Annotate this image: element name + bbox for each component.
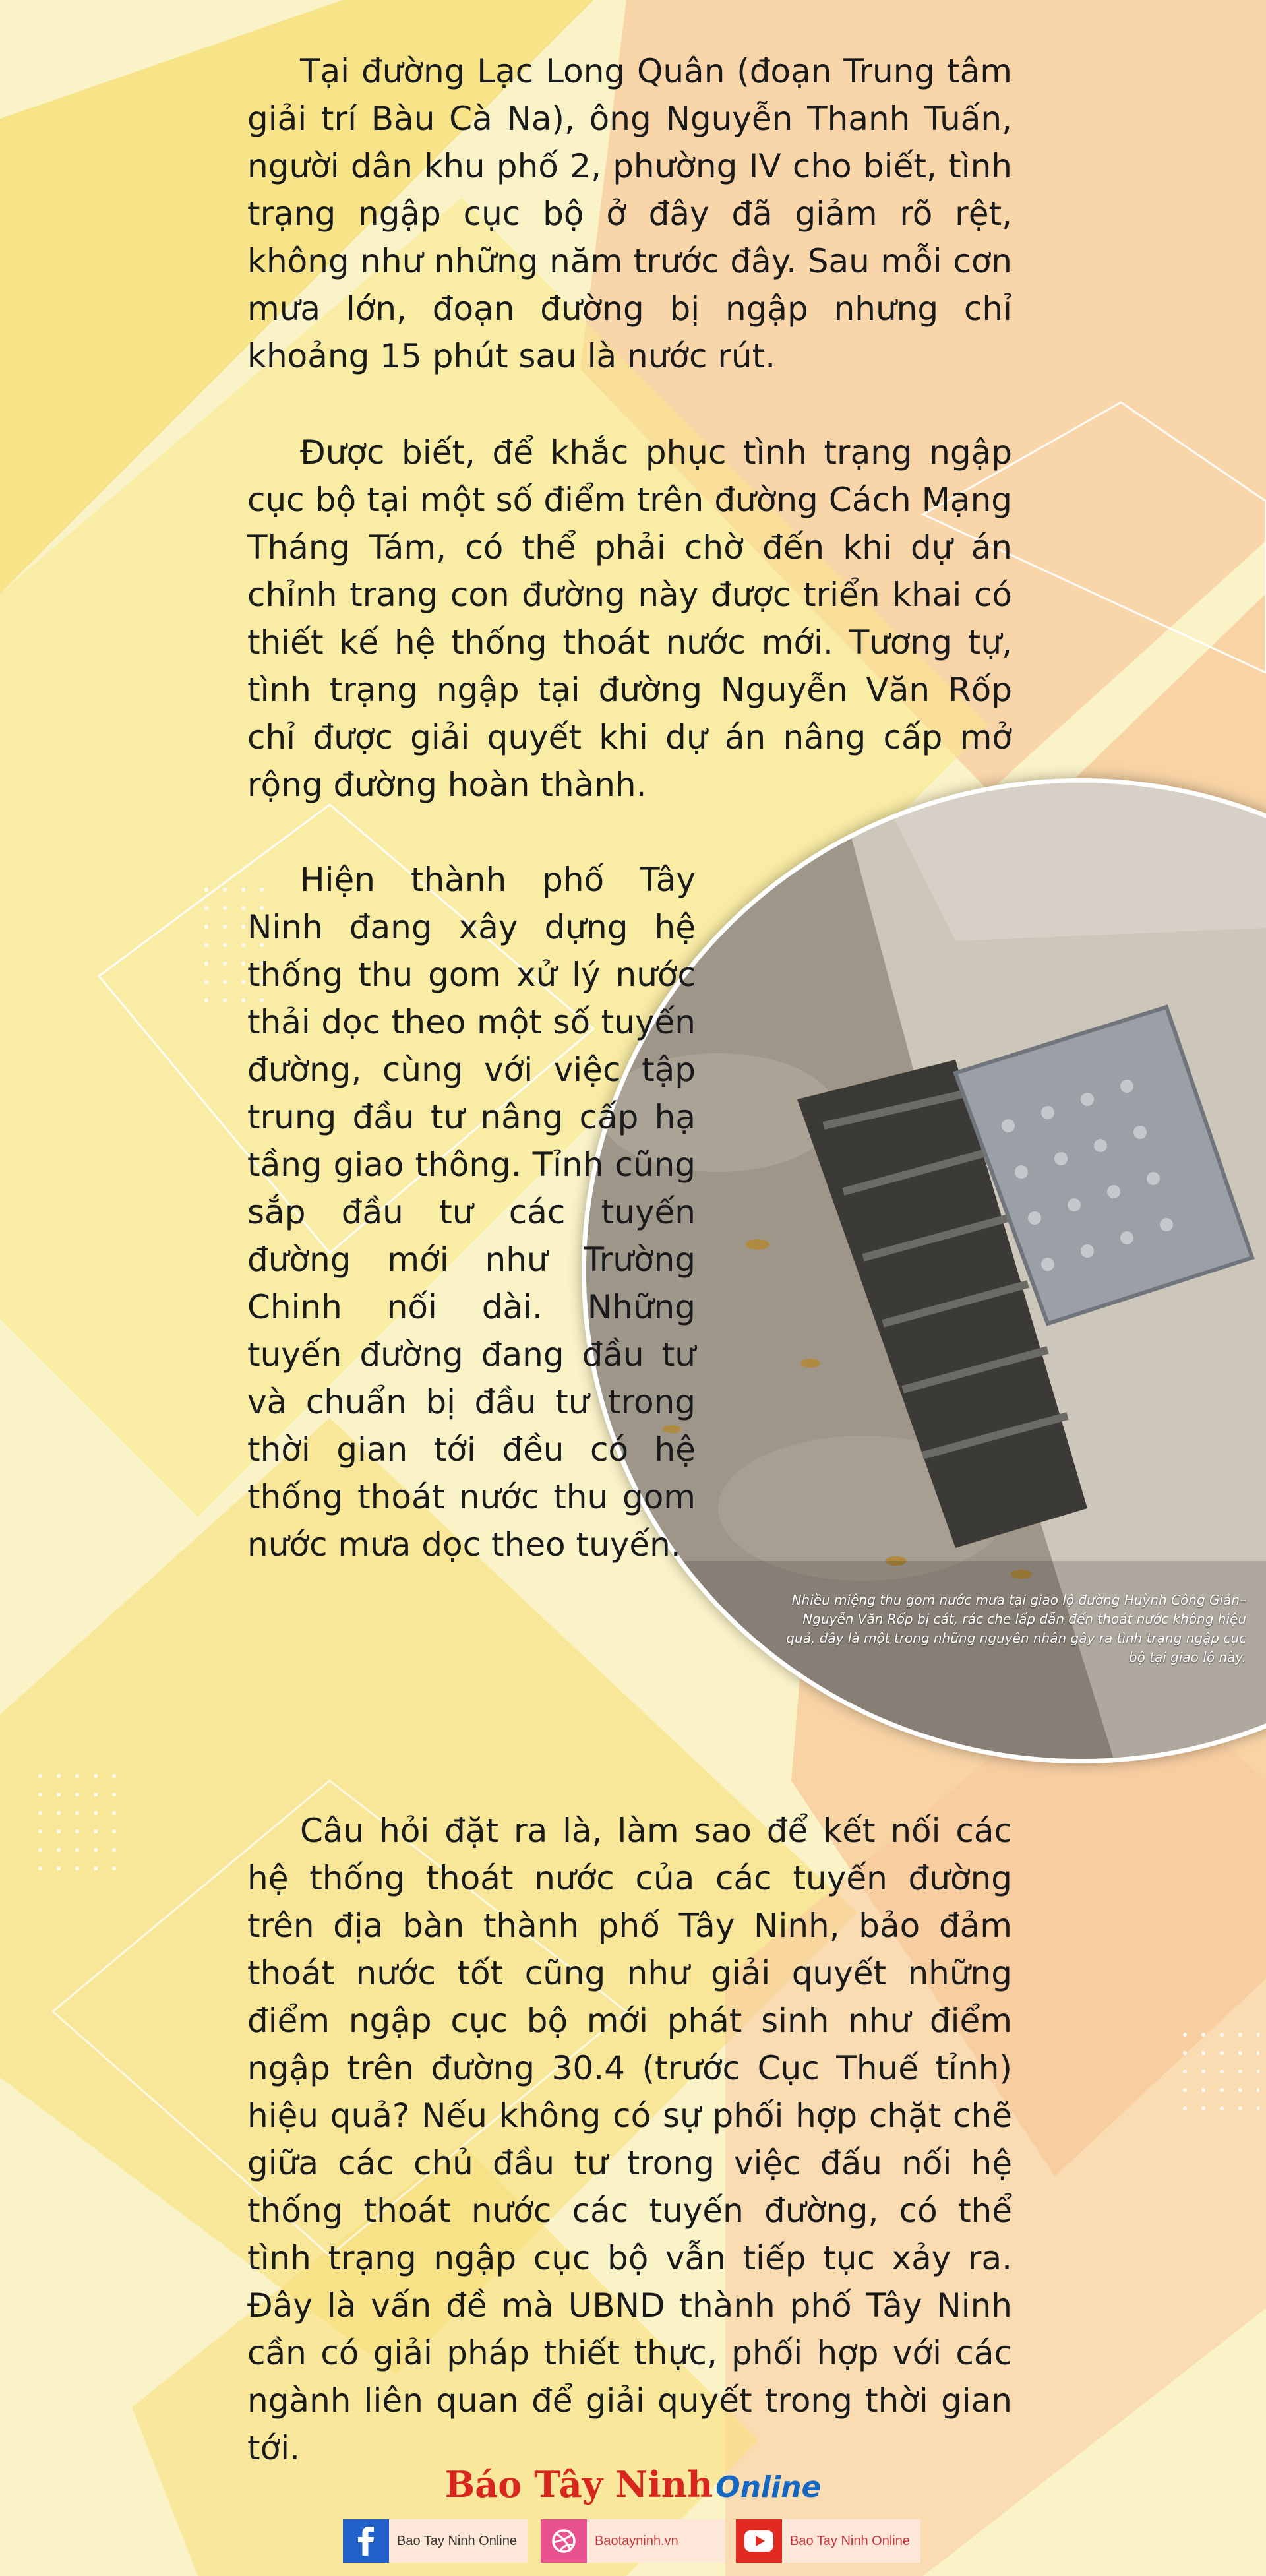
social-website-link[interactable]	[541, 2519, 725, 2563]
bg-dots-2	[26, 1767, 125, 1880]
social-facebook-link[interactable]	[343, 2519, 528, 2563]
brand-name: Báo Tây Ninh	[444, 2463, 713, 2505]
article-paragraph-2: Được biết, để khắc phục tình trạng ngập cục bộ tại một số điểm trên đường Cách Mạng Tháng Tám, có thể phải chờ đến khi dự án chỉnh trang con đường này được triển khai có thiết kế hệ thống thoát nước mới. Tương tự, tình trạng ngập tại đường Nguyễn Văn Rốp chỉ được giải quyết khi dự án nâng cấp mở rộng đường hoàn thành.	[247, 433, 1012, 804]
photo-caption: Nhiều miệng thu gom nước mưa tại giao lộ đường Huỳnh Công Giản–Nguyễn Văn Rốp bị cát, rác che lấp dẫn đến thoát nước không hiệu quả, đây là một trong những nguyên nhân gây ra tình trạng ngập cục bộ tại giao lộ này.	[786, 1592, 1246, 1665]
footer	[0, 2460, 1266, 2576]
social-youtube-link[interactable]	[736, 2519, 920, 2563]
social-facebook-label: Bao Tay Ninh Online	[397, 2533, 517, 2548]
article-paragraph-4: Câu hỏi đặt ra là, làm sao để kết nối các hệ thống thoát nước của các tuyến đường trên địa bàn thành phố Tây Ninh, bảo đảm thoát nước tốt cũng như giải quyết những điểm ngập cục bộ mới phát sinh như điểm ngập trên đường 30.4 (trước Cục Thuế tỉnh) hiệu quả? Nếu không có sự phối hợp chặt chẽ giữa các chủ đầu tư trong việc đấu nối hệ thống thoát nước các tuyến đường, có thể tình trạng ngập cục bộ vẫn tiếp tục xảy ra. Đây là vấn đề mà UBND thành phố Tây Ninh cần có giải pháp thiết thực, phối hợp với các ngành liên quan để giải quyết trong thời gian tới.	[247, 1812, 1012, 2467]
brand-online: Online	[715, 2470, 822, 2504]
article-paragraph-3: Hiện thành phố Tây Ninh đang xây dựng hệ thống thu gom xử lý nước thải dọc theo một số tuyến đường, cùng với việc tập trung đầu tư nâng cấp hạ tầng giao thông. Tỉnh cũng sắp đầu tư các tuyến đường mới như Trường Chinh nối dài. Những tuyến đường đang đầu tư và chuẩn bị đầu tư trong thời gian tới đều có hệ thống thoát nước thu gom nước mưa dọc theo tuyến.	[247, 861, 696, 1564]
brand-logo[interactable]	[0, 2463, 1266, 2505]
social-website-label: Baotayninh.vn	[595, 2533, 678, 2548]
social-youtube-label: Bao Tay Ninh Online	[790, 2533, 910, 2548]
dribbble-icon	[541, 2519, 587, 2563]
article-paragraph-1: Tại đường Lạc Long Quân (đoạn Trung tâm giải trí Bàu Cà Na), ông Nguyễn Thanh Tuấn, người dân khu phố 2, phường IV cho biết, tình trạng ngập cục bộ ở đây đã giảm rõ rệt, không như những năm trước đây. Sau mỗi cơn mưa lớn, đoạn đường bị ngập nhưng chỉ khoảng 15 phút sau là nước rút.	[247, 52, 1012, 375]
youtube-icon	[736, 2519, 782, 2563]
bg-dots-3	[1180, 2018, 1259, 2117]
facebook-icon	[343, 2519, 389, 2563]
